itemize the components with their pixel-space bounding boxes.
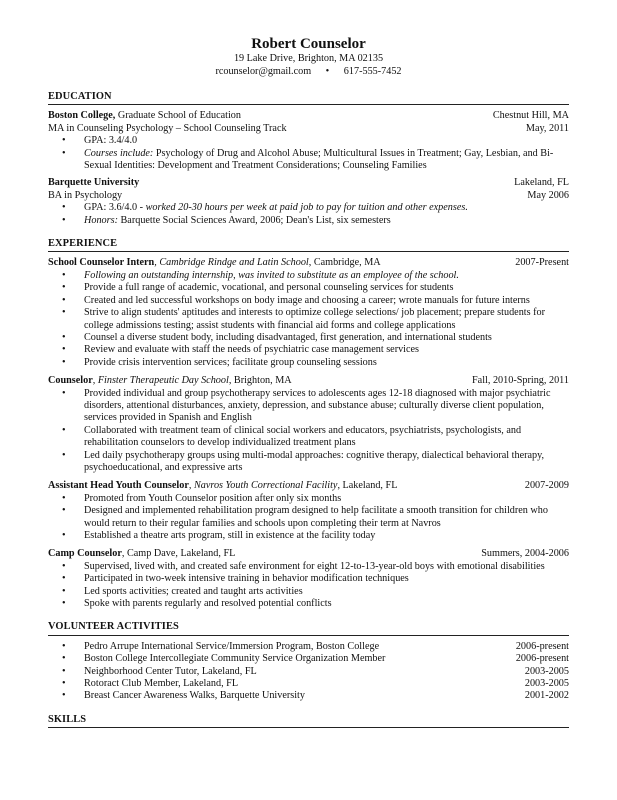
degree-date: May, 2011: [525, 122, 569, 134]
gpa-text: GPA: 3.6/4.0: [84, 202, 138, 214]
list-item: [48, 202, 569, 214]
volunteer-text: Breast Cancer Awareness Walks, Barquette University: [84, 690, 305, 702]
bullet: •: [62, 690, 66, 702]
volunteer-date: 2006-present: [515, 653, 569, 665]
gpa-text: GPA: 3.4/4.0: [84, 135, 138, 147]
job-bullet-text: Strive to align students' aptitudes and interests to optimize college selections/ job placement; prepare students for college admissions testing; assist students with financial aid forms and college applications: [84, 307, 546, 331]
job-bullet-text: Review and evaluate with staff the needs of psychiatric case management services: [84, 344, 420, 356]
bullet: •: [62, 294, 66, 306]
list-item: [48, 561, 569, 573]
bullet: •: [62, 640, 66, 652]
bullet: •: [62, 653, 66, 665]
job-row: [48, 375, 569, 387]
job-date: 2007-2009: [524, 480, 569, 492]
school-name: Barquette University: [48, 177, 140, 189]
phone-text: 617-555-7452: [343, 65, 402, 77]
volunteer-heading: VOLUNTEER ACTIVITIES: [48, 621, 569, 635]
job-date: Summers, 2004-2006: [481, 548, 569, 560]
job-role: Counselor: [48, 375, 93, 387]
education-bullets: [48, 202, 569, 227]
job-role: Camp Counselor: [48, 548, 122, 560]
job-role: School Counselor Intern: [48, 257, 155, 269]
bullet: •: [62, 665, 66, 677]
school-location: Lakeland, FL: [514, 177, 569, 189]
job-place: , Brighton, MA: [228, 375, 292, 387]
job-bullet-text: Established a theatre arts program, still in existence at the facility today: [84, 530, 376, 541]
job-place: , Lakeland, FL: [175, 548, 236, 560]
job-date: 2007-Present: [515, 257, 569, 269]
school-row: [48, 177, 569, 189]
degree-row: [48, 190, 569, 202]
list-item: [48, 135, 569, 147]
job-entry: [48, 257, 569, 369]
job-bullet-text: Provide crisis intervention services; facilitate group counseling sessions: [84, 356, 377, 368]
degree: BA in Psychology: [48, 189, 123, 201]
job-title-line: [48, 375, 292, 387]
list-item: [48, 573, 569, 585]
bullet: •: [62, 214, 66, 226]
experience-heading: EXPERIENCE: [48, 238, 569, 252]
contact-line: [48, 66, 569, 79]
email-text: rcounselor@gmail.com: [215, 65, 312, 77]
bullet: •: [62, 585, 66, 597]
degree-row: [48, 123, 569, 135]
list-item: [48, 641, 569, 653]
volunteer-text: Neighborhood Center Tutor, Lakeland, FL: [84, 665, 257, 677]
education-entry-boston: [48, 110, 569, 172]
volunteer-text: Pedro Arrupe International Service/Immersion Program, Boston College: [84, 640, 380, 652]
volunteer-text: Rotoract Club Member, Lakeland, FL: [84, 678, 239, 690]
volunteer-text: Boston College Intercollegiate Community Service Organization Member: [84, 653, 386, 665]
bullet: •: [62, 147, 66, 159]
education-heading: EDUCATION: [48, 91, 569, 105]
job-row: [48, 548, 569, 560]
list-item: [48, 357, 569, 369]
list-item: [48, 530, 569, 542]
list-item: [48, 505, 569, 530]
bullet: •: [62, 135, 66, 147]
address-line: 19 Lake Drive, Brighton, MA 02135: [233, 53, 384, 64]
list-item: [48, 332, 569, 344]
education-entry-barquette: [48, 177, 569, 227]
list-item: [48, 307, 569, 332]
job-title-line: [48, 480, 397, 492]
list-item: [48, 493, 569, 505]
job-org: , Finster Therapeutic Day School: [92, 375, 229, 387]
bullet: •: [62, 344, 66, 356]
bullet: •: [62, 678, 66, 690]
school-name: Boston College,: [48, 110, 116, 122]
list-item: [48, 690, 569, 702]
volunteer-date: 2003-2005: [524, 678, 569, 690]
job-bullet-text: Supervised, lived with, and created safe environment for eight 12-to-13-year-old boys with emotional disabilities: [84, 560, 545, 572]
job-row: [48, 480, 569, 492]
job-bullets: [48, 388, 569, 475]
bullet: •: [62, 530, 66, 541]
job-bullet-text: Designed and implemented rehabilitation program designed to help facilitate a smooth transition for children who would return to their regular families and schools upon completing their term at Navros: [84, 505, 548, 529]
bullet: •: [62, 331, 66, 343]
job-date: Fall, 2010-Spring, 2011: [472, 375, 569, 387]
bullet: •: [62, 269, 66, 281]
job-entry: [48, 480, 569, 542]
job-bullet-text: Led daily psychotherapy groups using multi-modal approaches: cognitive therapy, dialectical behavioral therapy, psychoeducational, and expressive arts: [84, 449, 545, 473]
list-item: [48, 388, 569, 425]
bullet: •: [62, 202, 66, 214]
job-place: , Lakeland, FL: [337, 480, 398, 492]
job-bullet-text: Participated in two-week intensive training in behavior modification techniques: [84, 573, 409, 585]
bullet: •: [62, 560, 66, 572]
volunteer-date: 2003-2005: [524, 665, 569, 677]
job-title-line: [48, 548, 235, 560]
volunteer-date: 2001-2002: [524, 690, 569, 702]
job-bullets: [48, 561, 569, 611]
bullet: •: [62, 492, 66, 504]
degree-date: May 2006: [527, 189, 569, 201]
job-bullet-text: Spoke with parents regularly and resolved potential conflicts: [84, 598, 332, 610]
bullet: •: [62, 356, 66, 368]
job-row: [48, 257, 569, 269]
job-bullet-text: Following an outstanding internship, was invited to substitute as an employee of the school.: [84, 269, 459, 281]
job-bullets: [48, 270, 569, 369]
school-row: [48, 110, 569, 122]
job-org: , Cambridge Rindge and Latin School: [154, 257, 309, 269]
bullet: •: [62, 598, 66, 610]
job-bullet-text: Collaborated with treatment team of clinical social workers and educators, psychiatrists, psychologists, and rehabilitation counselors to develop individualized treatment plans: [84, 424, 522, 449]
job-org: , Camp Dave: [121, 548, 176, 560]
resume-page: [48, 36, 569, 728]
list-item: [48, 666, 569, 678]
job-bullet-text: Provide a full range of academic, vocational, and personal counseling services for students: [84, 282, 454, 294]
list-item: [48, 450, 569, 475]
gpa-note: - worked 20-30 hours per week at paid job to pay for tuition and other expenses.: [137, 202, 468, 214]
school-location: Chestnut Hill, MA: [492, 110, 569, 122]
honors-text: Barquette Social Sciences Award, 2006; Dean's List, six semesters: [117, 214, 391, 226]
volunteer-date: 2006-present: [515, 640, 569, 652]
job-org: , Navros Youth Correctional Facility: [188, 480, 338, 492]
bullet: •: [62, 449, 66, 461]
list-item: [48, 295, 569, 307]
list-item: [48, 653, 569, 665]
school-name-line: [48, 110, 241, 122]
resume-name: Robert Counselor: [251, 36, 366, 52]
list-item: [48, 598, 569, 610]
job-bullet-text: Counsel a diverse student body, including disadvantaged, first generation, and international students: [84, 331, 492, 343]
list-item: [48, 425, 569, 450]
job-entry: [48, 375, 569, 474]
honors-label: Honors:: [84, 214, 118, 226]
separator-dot: •: [325, 65, 330, 77]
bullet: •: [62, 307, 66, 319]
job-role: Assistant Head Youth Counselor: [48, 480, 189, 492]
list-item: [48, 282, 569, 294]
skills-heading: SKILLS: [48, 714, 569, 728]
volunteer-list: [48, 641, 569, 703]
job-bullet-text: Led sports activities; created and taught arts activities: [84, 585, 303, 597]
bullet: •: [62, 573, 66, 585]
job-entry: [48, 548, 569, 610]
degree: MA in Counseling Psychology – School Counseling Track: [48, 122, 287, 134]
list-item: [48, 586, 569, 598]
bullet: •: [62, 387, 66, 399]
bullet: •: [62, 424, 66, 436]
list-item: [48, 215, 569, 227]
job-bullet-text: Provided individual and group psychotherapy services to adolescents ages 12-18 diagnosed with major psychiatric disorders, attentional disturbances, anxiety, depression, and substance abuse; culturally diverse client population, services provided in Spanish and English: [84, 387, 551, 424]
list-item: [48, 270, 569, 282]
list-item: [48, 148, 569, 173]
job-bullets: [48, 493, 569, 543]
job-place: , Cambridge, MA: [308, 257, 381, 269]
school-detail: Graduate School of Education: [115, 110, 241, 122]
job-title-line: [48, 257, 381, 269]
courses-label: Courses include:: [84, 147, 154, 159]
list-item: [48, 344, 569, 356]
job-bullet-text: Promoted from Youth Counselor position after only six months: [84, 492, 342, 504]
job-bullet-text: Created and led successful workshops on body image and choosing a career; wrote manuals for future interns: [84, 294, 530, 306]
bullet: •: [62, 505, 66, 517]
list-item: [48, 678, 569, 690]
education-bullets: [48, 135, 569, 172]
courses-text: Psychology of Drug and Alcohol Abuse; Multicultural Issues in Treatment; Gay, Lesbian, and Bi-Sexual Identities: Development and Treatment Considerations; Counseling Families: [84, 147, 554, 172]
bullet: •: [62, 282, 66, 294]
